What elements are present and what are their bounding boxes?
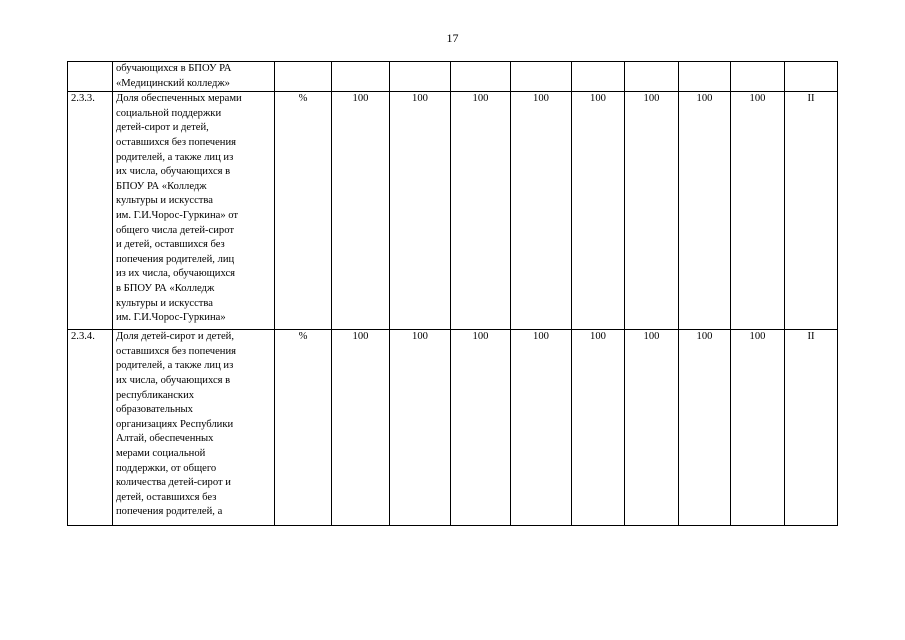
description-line: родителей, а также лиц из	[116, 360, 234, 372]
table-row	[68, 62, 838, 92]
description-line: «Медицинский колледж»	[116, 77, 230, 89]
description-line: культуры и искусства	[116, 297, 213, 309]
value-cell: 100	[572, 330, 625, 526]
description-line: образовательных	[116, 404, 193, 416]
page-number: 17	[446, 31, 459, 45]
indicator-number: 2.3.3.	[68, 92, 113, 330]
description-line: их числа, обучающихся в	[116, 374, 231, 386]
description-line: республиканских	[116, 389, 195, 401]
value-cell	[511, 62, 572, 92]
table-row	[68, 92, 838, 330]
description-line: оставшихся без попечения	[116, 345, 236, 357]
value-cell: 100	[332, 330, 390, 526]
description-line: их числа, обучающихся в	[116, 166, 231, 178]
value-cell	[390, 62, 451, 92]
value-cell: 100	[332, 92, 390, 330]
description-line: детей, оставшихся без	[116, 491, 217, 503]
description-line: культуры и искусства	[116, 195, 213, 207]
value-cell	[625, 62, 679, 92]
value-cell: 100	[731, 92, 785, 330]
indicators-table	[67, 61, 838, 526]
description-line: им. Г.И.Чорос-Гуркина»	[116, 312, 226, 324]
stage-cell: II	[785, 92, 838, 330]
description-line: из их числа, обучающихся	[116, 268, 236, 280]
value-cell: 100	[679, 330, 731, 526]
indicator-number	[68, 62, 113, 92]
description-line: Доля детей-сирот и детей,	[116, 331, 234, 343]
value-cell: 100	[390, 92, 451, 330]
stage-cell: II	[785, 330, 838, 526]
description-line: детей-сирот и детей,	[116, 122, 209, 134]
description-line: Доля обеспеченных мерами	[116, 93, 242, 105]
description-line: количества детей-сирот и	[116, 477, 231, 489]
value-cell: 100	[625, 92, 679, 330]
indicator-description	[113, 92, 275, 330]
value-cell: 100	[511, 330, 572, 526]
description-line: обучающихся в БПОУ РА	[116, 63, 232, 74]
table-row	[68, 330, 838, 526]
stage-cell	[785, 62, 838, 92]
value-cell: 100	[390, 330, 451, 526]
description-line: поддержки, от общего	[116, 462, 217, 474]
value-cell	[451, 62, 511, 92]
unit-cell	[275, 62, 332, 92]
indicator-description	[113, 62, 275, 92]
value-cell: 100	[451, 92, 511, 330]
description-line: социальной поддержки	[116, 107, 222, 119]
value-cell: 100	[451, 330, 511, 526]
description-line: БПОУ РА «Колледж	[116, 180, 207, 192]
description-line: попечения родителей, лиц	[116, 253, 235, 265]
unit-cell: %	[275, 92, 332, 330]
value-cell: 100	[679, 92, 731, 330]
value-cell: 100	[511, 92, 572, 330]
description-line: попечения родителей, а	[116, 506, 223, 518]
value-cell: 100	[625, 330, 679, 526]
value-cell: 100	[731, 330, 785, 526]
description-line: им. Г.И.Чорос-Гуркина» от	[116, 209, 239, 221]
description-line: мерами социальной	[116, 447, 206, 459]
description-line: оставшихся без попечения	[116, 136, 236, 148]
value-cell	[731, 62, 785, 92]
value-cell	[572, 62, 625, 92]
indicator-number: 2.3.4.	[68, 330, 113, 526]
description-line: в БПОУ РА «Колледж	[116, 282, 215, 294]
description-line: организациях Республики	[116, 418, 234, 430]
indicator-description	[113, 330, 275, 526]
description-line: общего числа детей-сирот	[116, 224, 234, 236]
unit-cell: %	[275, 330, 332, 526]
value-cell: 100	[572, 92, 625, 330]
description-line: родителей, а также лиц из	[116, 151, 234, 163]
description-line: Алтай, обеспеченных	[116, 433, 214, 445]
value-cell	[679, 62, 731, 92]
value-cell	[332, 62, 390, 92]
table-body	[68, 62, 838, 526]
description-line: и детей, оставшихся без	[116, 239, 225, 251]
